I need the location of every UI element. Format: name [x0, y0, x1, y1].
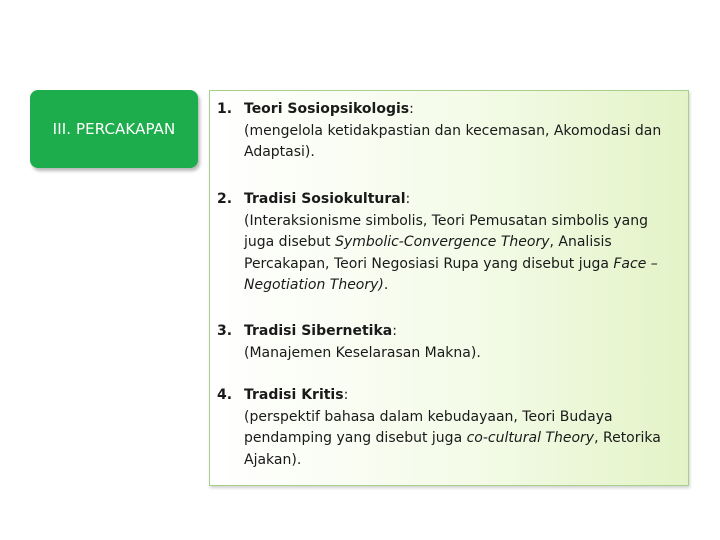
item-title: Tradisi Sibernetika — [244, 323, 393, 339]
item-description — [217, 211, 682, 297]
italic-term: Face – Negotiation Theory) — [244, 255, 658, 293]
description-text: (mengelola ketidakpastian dan kecemasan, Akomodasi dan Adaptasi). — [244, 122, 662, 160]
italic-term: co-cultural Theory — [466, 430, 595, 446]
item-title: Tradisi Kritis — [244, 387, 344, 403]
item-description — [217, 407, 682, 472]
list-item — [217, 321, 682, 364]
item-title: Tradisi Sosiokultural — [244, 191, 406, 207]
item-number: 2. — [217, 191, 233, 207]
description-text: . — [383, 277, 389, 293]
list-item — [217, 99, 682, 164]
list-item — [217, 189, 682, 297]
item-heading — [217, 189, 682, 211]
item-heading — [217, 321, 682, 343]
description-text: (Manajemen Keselarasan Makna). — [244, 344, 481, 361]
item-colon: : — [409, 101, 414, 117]
item-number: 1. — [217, 101, 233, 117]
italic-term: Symbolic-Convergence Theory — [335, 234, 550, 250]
item-colon: : — [392, 323, 397, 339]
item-heading — [217, 99, 682, 121]
item-heading — [217, 385, 682, 407]
item-title: Teori Sosiopsikologis — [244, 101, 410, 117]
section-badge — [30, 90, 198, 168]
section-label: III. PERCAKAPAN — [52, 120, 176, 138]
content-box — [209, 90, 689, 486]
item-number: 3. — [217, 323, 233, 339]
description-text: , Analisis Percakapan, Teori Negosiasi Rupa yang disebut juga — [244, 234, 614, 272]
description-text: (Interaksionisme simbolis, Teori Pemusatan simbolis yang juga disebut — [244, 212, 648, 250]
item-colon: : — [405, 191, 411, 207]
description-text: (perspektif bahasa dalam kebudayaan, Teori Budaya pendamping yang disebut juga — [244, 408, 613, 446]
description-text: , Retorika Ajakan). — [244, 430, 661, 468]
item-colon: : — [343, 387, 349, 403]
item-description — [217, 343, 682, 365]
item-description — [217, 121, 682, 164]
list-item — [217, 385, 682, 471]
item-number: 4. — [217, 387, 233, 403]
